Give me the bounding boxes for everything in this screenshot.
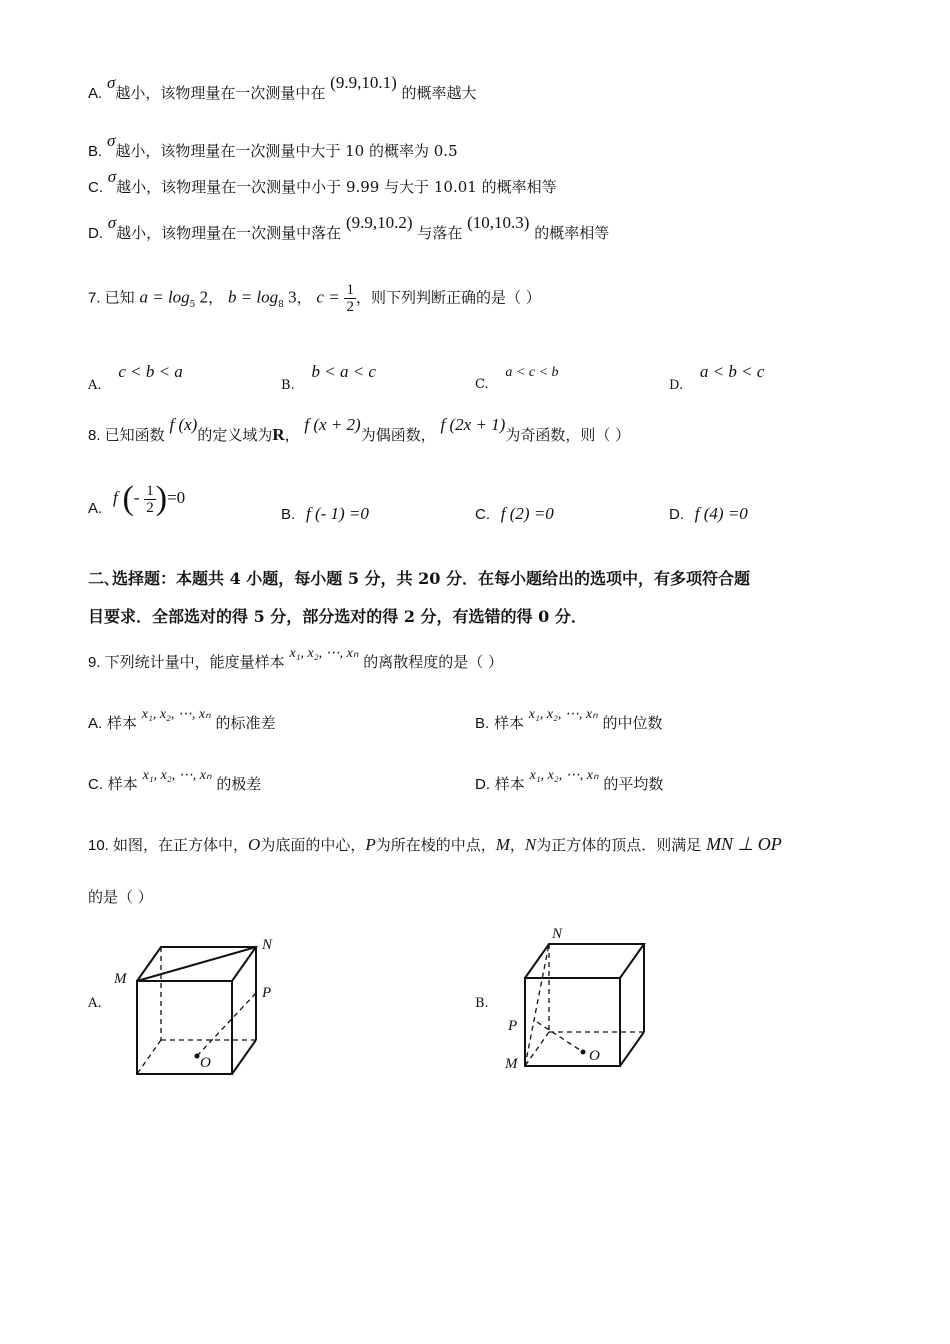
option-text: 样本 [107, 775, 138, 793]
point-p: P [365, 835, 376, 854]
fraction: $\frac{1}{2}$ [346, 282, 354, 315]
function-symbol: f [112, 488, 118, 507]
label-m: M [114, 971, 127, 987]
option-text: 越小，该物理量在一次测量中大于 10 的概率为 0.5 [115, 142, 458, 160]
q7-option-b [281, 362, 376, 393]
separator: ， [284, 426, 300, 444]
option-label: A. [88, 378, 102, 393]
option-label: D. [669, 506, 684, 523]
function-f-2x-plus-1: f (2x + 1) [440, 415, 506, 434]
figure-b-label: B. [475, 996, 489, 1011]
log-arg: 3 [283, 287, 297, 307]
sigma-symbol: σ [106, 131, 116, 150]
option-label: A. [88, 715, 103, 732]
q7-stem: 7. 已知 $a = \log_5 2$， $b = \log_8 3$， c = $\frac{1}{2}$ ，则下列判断正确的是（ ） [88, 282, 541, 315]
option-expression: f (2) =0 [500, 504, 554, 523]
label-p: P [262, 985, 272, 1001]
q6-option-c [88, 167, 557, 197]
q7-option-a [88, 362, 183, 393]
sigma-symbol: σ [107, 167, 117, 186]
option-text: 的平均数 [603, 775, 664, 793]
q7-option-c [475, 362, 559, 392]
q8-option-d [669, 504, 748, 524]
option-text: 越小，该物理量在一次测量中在 [115, 84, 326, 102]
question-text: 为奇函数，则（ ） [505, 426, 631, 444]
option-label: B. [281, 506, 296, 523]
option-text: 的概率越大 [401, 84, 477, 102]
q8-option-c [475, 504, 554, 524]
option-text: 越小，该物理量在一次测量中落在 [116, 224, 342, 242]
sample-variables: x₁, x₂, ⋯, xₙ [141, 707, 211, 722]
option-text: 样本 [494, 775, 525, 793]
sample-variables: x₁, x₂, ⋯, xₙ [142, 768, 212, 783]
separator: ， [509, 836, 525, 854]
option-expression: b < a < c [311, 362, 376, 381]
real-set-symbol: R [272, 425, 285, 444]
question-text: 的定义域为 [197, 426, 273, 444]
q6-option-a [88, 73, 477, 103]
interval: (10,10.3) [467, 213, 530, 232]
q9-option-b [475, 707, 663, 733]
q10-stem [88, 834, 782, 855]
question-text: 为偶函数， [360, 426, 436, 444]
q6-option-b [88, 131, 458, 161]
label-m: M [505, 1056, 518, 1072]
sigma-symbol: σ [106, 73, 116, 92]
option-text: 样本 [106, 714, 137, 732]
option-expression: f (- 1) =0 [305, 504, 369, 523]
option-expression: a < c < b [505, 365, 559, 380]
question-text: 为所在棱的中点， [375, 836, 496, 854]
function-f-x-plus-2: f (x + 2) [304, 415, 361, 434]
log-base: 5 [189, 299, 196, 310]
label-o: O [200, 1055, 211, 1071]
option-text: 样本 [493, 714, 524, 732]
option-expression: c < b < a [118, 362, 183, 381]
label-o: O [589, 1048, 600, 1064]
option-expression: f (4) =0 [694, 504, 748, 523]
q9-stem [88, 646, 503, 672]
option-text: 的极差 [216, 775, 262, 793]
section-heading-line2: 目要求．全部选对的得 5 分，部分选对的得 2 分，有选错的得 0 分． [88, 607, 587, 626]
q8-option-b [281, 504, 369, 524]
q9-option-c [88, 768, 262, 794]
figure-a-cube [100, 925, 300, 1085]
option-text: 越小，该物理量在一次测量中小于 9.99 与大于 10.01 的概率相等 [116, 178, 557, 196]
option-label: C. [475, 506, 490, 523]
equals-zero: =0 [167, 488, 186, 507]
function-f-x: f (x) [169, 415, 198, 434]
label-n: N [552, 926, 563, 942]
fraction: $\frac{1}{2}$ [146, 482, 154, 516]
option-label: C. [475, 377, 489, 392]
option-text: 的标准差 [215, 714, 276, 732]
question-text: 为正方体的顶点．则满足 [536, 836, 702, 854]
point-o: O [248, 835, 261, 854]
option-label: B. [88, 143, 103, 160]
log-base: 8 [278, 299, 284, 310]
q8-option-a [88, 480, 185, 518]
question-text: 为底面的中心， [260, 836, 366, 854]
option-label: D. [475, 776, 490, 793]
question-number: 9. 下列统计量中，能度量样本 [88, 654, 285, 671]
right-paren: ) [155, 480, 168, 517]
c-expression: c = [316, 287, 340, 307]
left-paren: ( [122, 480, 134, 517]
sample-variables: x₁, x₂, ⋯, xₙ [529, 768, 599, 783]
option-text: 与落在 [417, 224, 463, 242]
sigma-symbol: σ [107, 213, 117, 232]
q7-option-d [669, 362, 765, 393]
option-expression: a < b < c [699, 362, 765, 381]
label-n: N [262, 937, 273, 953]
question-tail: ，则下列判断正确的是（ ） [355, 288, 541, 307]
q10-stem-line2: 的是（ ） [88, 888, 153, 906]
option-text: 的概率相等 [534, 224, 610, 242]
option-label: D. [669, 378, 684, 393]
question-text: 的离散程度的是（ ） [363, 653, 503, 671]
question-number: 7. 已知 [88, 289, 135, 307]
interval: (9.9,10.2) [345, 213, 413, 232]
point-n: N [524, 835, 537, 854]
option-label: A. [88, 500, 103, 517]
question-number: 10. 如图，在正方体中， [88, 837, 249, 854]
sample-variables: x₁, x₂, ⋯, xₙ [289, 646, 359, 661]
option-label: C. [88, 179, 103, 196]
question-number: 8. 已知函数 [88, 427, 165, 444]
a-expression: a = log [139, 287, 190, 307]
minus-sign: - [133, 488, 140, 507]
option-label: B. [475, 715, 490, 732]
point-m: M [495, 835, 510, 854]
perpendicular-condition: MN ⊥ OP [706, 834, 782, 854]
option-label: A. [88, 85, 103, 102]
b-expression: b = log [227, 287, 279, 307]
section-heading-line1: 二､选择题：本题共 4 小题，每小题 5 分，共 20 分．在每小题给出的选项中，有多项符合题 [88, 569, 750, 588]
option-text: 的中位数 [602, 714, 663, 732]
label-p: P [508, 1018, 518, 1034]
option-label: D. [88, 225, 103, 242]
figure-b-cube [495, 918, 695, 1078]
sample-variables: x₁, x₂, ⋯, xₙ [528, 707, 598, 722]
option-label: B. [281, 378, 295, 393]
q6-option-d [88, 213, 610, 243]
q9-option-d [475, 768, 664, 794]
q8-stem [88, 415, 631, 445]
q9-option-a [88, 707, 276, 733]
option-label: C. [88, 776, 103, 793]
figure-a-label: A. [88, 996, 102, 1011]
log-arg: 2 [195, 287, 209, 307]
interval: (9.9,10.1) [330, 73, 397, 92]
